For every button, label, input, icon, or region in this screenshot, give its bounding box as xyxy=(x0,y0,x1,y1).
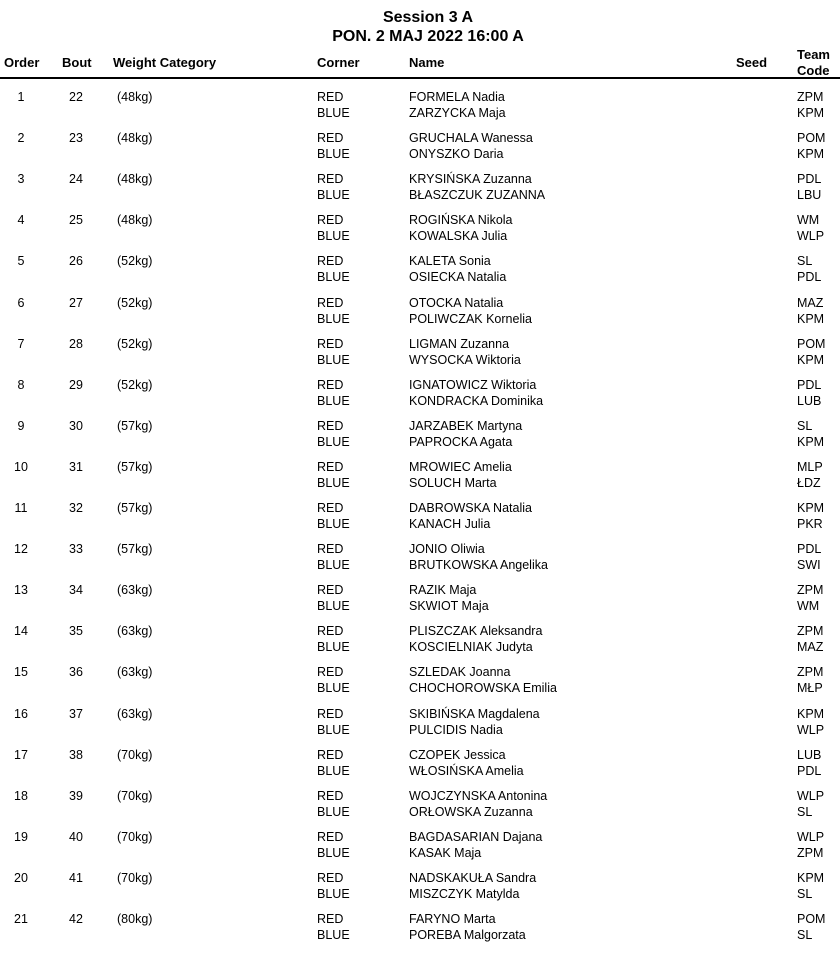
table-row xyxy=(0,788,840,829)
red-boxer-name: GRUCHALA Wanessa xyxy=(409,131,533,146)
weight-category: (57kg) xyxy=(117,501,153,515)
red-team-code: MAZ xyxy=(797,295,824,310)
table-row xyxy=(0,911,840,952)
red-corner-label: RED xyxy=(317,336,344,351)
red-corner-label: RED xyxy=(317,295,344,310)
header-seed: Seed xyxy=(736,55,768,70)
red-team-code: SL xyxy=(797,254,813,269)
session-datetime: PON. 2 MAJ 2022 16:00 A xyxy=(332,28,524,45)
blue-boxer-name: KANACH Julia xyxy=(409,517,491,531)
weight-category: (52kg) xyxy=(117,295,153,310)
bout-order: 9 xyxy=(17,418,25,433)
red-team-code: MLP xyxy=(797,459,823,474)
bout-number: 32 xyxy=(69,501,83,515)
table-row xyxy=(0,336,840,377)
red-team-code: ZPM xyxy=(797,90,824,104)
red-team-code: WM xyxy=(797,213,820,228)
weight-category: (70kg) xyxy=(117,829,153,844)
bout-number: 26 xyxy=(69,254,83,269)
bout-order: 20 xyxy=(14,870,28,885)
bout-number: 38 xyxy=(69,747,83,762)
weight-category: (80kg) xyxy=(117,912,153,926)
bout-order: 12 xyxy=(14,542,28,557)
red-corner-label: RED xyxy=(317,542,344,557)
weight-category: (57kg) xyxy=(117,459,153,474)
table-row xyxy=(0,623,840,664)
blue-corner-label: BLUE xyxy=(317,229,350,244)
blue-boxer-name: ONYSZKO Daria xyxy=(409,147,504,162)
red-corner-label: RED xyxy=(317,706,344,721)
red-boxer-name: DABROWSKA Natalia xyxy=(409,501,532,515)
blue-corner-label: BLUE xyxy=(317,517,350,531)
red-boxer-name: MROWIEC Amelia xyxy=(409,459,512,474)
blue-boxer-name: KOSCIELNIAK Judyta xyxy=(409,640,533,655)
blue-team-code: ZPM xyxy=(797,845,824,860)
red-boxer-name: JARZABEK Martyna xyxy=(409,418,523,433)
bout-number: 25 xyxy=(69,213,83,228)
table-row xyxy=(0,212,840,253)
bout-order: 6 xyxy=(17,295,25,310)
weight-category: (70kg) xyxy=(117,870,153,885)
table-row xyxy=(0,130,840,171)
table-row xyxy=(0,870,840,911)
blue-team-code: SWI xyxy=(797,558,821,573)
red-corner-label: RED xyxy=(317,90,344,104)
bout-number: 33 xyxy=(69,542,83,557)
red-team-code: WLP xyxy=(797,829,825,844)
blue-team-code: KPM xyxy=(797,352,825,367)
table-row xyxy=(0,459,840,500)
table-row xyxy=(0,295,840,336)
blue-team-code: SL xyxy=(797,886,813,901)
bout-number: 24 xyxy=(69,172,83,187)
red-team-code: PDL xyxy=(797,172,822,187)
red-team-code: ZPM xyxy=(797,665,824,680)
header-name: Name xyxy=(409,55,445,70)
red-boxer-name: RAZIK Maja xyxy=(409,583,477,598)
red-corner-label: RED xyxy=(317,912,344,926)
bout-order: 7 xyxy=(17,336,25,351)
blue-corner-label: BLUE xyxy=(317,886,350,901)
header-order: Order xyxy=(4,55,40,70)
red-corner-label: RED xyxy=(317,131,344,146)
bout-number: 40 xyxy=(69,829,83,844)
blue-corner-label: BLUE xyxy=(317,681,350,696)
blue-team-code: WLP xyxy=(797,229,825,244)
weight-category: (70kg) xyxy=(117,747,153,762)
blue-team-code: WLP xyxy=(797,722,825,737)
blue-boxer-name: PULCIDIS Nadia xyxy=(409,722,503,737)
red-corner-label: RED xyxy=(317,459,344,474)
red-corner-label: RED xyxy=(317,788,344,803)
bout-order: 13 xyxy=(14,583,28,598)
weight-category: (48kg) xyxy=(117,172,153,187)
blue-boxer-name: POREBA Malgorzata xyxy=(409,928,526,942)
table-row xyxy=(0,541,840,582)
blue-team-code: LUB xyxy=(797,393,822,408)
blue-team-code: MŁP xyxy=(797,681,823,696)
bout-number: 23 xyxy=(69,131,83,146)
red-boxer-name: IGNATOWICZ Wiktoria xyxy=(409,377,537,392)
weight-category: (63kg) xyxy=(117,665,153,680)
table-row xyxy=(0,582,840,623)
blue-boxer-name: KONDRACKA Dominika xyxy=(409,393,544,408)
bout-order: 21 xyxy=(14,912,28,926)
bout-number: 31 xyxy=(69,459,83,474)
bout-order: 17 xyxy=(14,747,28,762)
bout-order: 10 xyxy=(14,459,28,474)
bout-number: 27 xyxy=(69,295,83,310)
bout-number: 30 xyxy=(69,418,83,433)
red-boxer-name: KALETA Sonia xyxy=(409,254,491,269)
weight-category: (52kg) xyxy=(117,377,153,392)
blue-corner-label: BLUE xyxy=(317,722,350,737)
blue-team-code: WM xyxy=(797,599,820,614)
blue-boxer-name: BRUTKOWSKA Angelika xyxy=(409,558,548,573)
bout-number: 39 xyxy=(69,788,83,803)
red-boxer-name: FARYNO Marta xyxy=(409,912,496,926)
blue-team-code: KPM xyxy=(797,147,825,162)
blue-team-code: SL xyxy=(797,928,813,942)
table-row xyxy=(0,418,840,459)
bout-order: 5 xyxy=(17,254,25,269)
blue-boxer-name: SKWIOT Maja xyxy=(409,599,489,614)
table-row xyxy=(0,500,840,541)
table-row xyxy=(0,829,840,870)
red-corner-label: RED xyxy=(317,254,344,269)
weight-category: (63kg) xyxy=(117,583,153,598)
table-row xyxy=(0,377,840,418)
blue-corner-label: BLUE xyxy=(317,558,350,573)
red-team-code: ZPM xyxy=(797,583,824,598)
bout-order: 4 xyxy=(17,213,25,228)
blue-corner-label: BLUE xyxy=(317,106,350,120)
red-team-code: PDL xyxy=(797,542,822,557)
blue-corner-label: BLUE xyxy=(317,804,350,819)
blue-boxer-name: OSIECKA Natalia xyxy=(409,270,507,285)
blue-boxer-name: PAPROCKA Agata xyxy=(409,434,513,449)
bout-number: 36 xyxy=(69,665,83,680)
blue-corner-label: BLUE xyxy=(317,434,350,449)
red-boxer-name: SKIBIŃSKA Magdalena xyxy=(409,706,540,721)
table-row xyxy=(0,171,840,212)
red-corner-label: RED xyxy=(317,665,344,680)
weight-category: (63kg) xyxy=(117,706,153,721)
bout-number: 28 xyxy=(69,336,83,351)
blue-corner-label: BLUE xyxy=(317,599,350,614)
red-corner-label: RED xyxy=(317,829,344,844)
red-corner-label: RED xyxy=(317,747,344,762)
blue-boxer-name: MISZCZYK Matylda xyxy=(409,886,520,901)
bout-number: 41 xyxy=(69,870,83,885)
blue-corner-label: BLUE xyxy=(317,352,350,367)
weight-category: (52kg) xyxy=(117,336,153,351)
session-title: Session 3 A xyxy=(382,9,474,26)
blue-corner-label: BLUE xyxy=(317,640,350,655)
red-boxer-name: JONIO Oliwia xyxy=(409,542,485,557)
header-team-code-line2: Code xyxy=(797,63,830,78)
red-boxer-name: BAGDASARIAN Dajana xyxy=(409,829,543,844)
red-corner-label: RED xyxy=(317,172,344,187)
red-corner-label: RED xyxy=(317,213,344,228)
bout-number: 35 xyxy=(69,624,83,639)
weight-category: (57kg) xyxy=(117,418,153,433)
header-corner: Corner xyxy=(317,55,360,70)
weight-category: (57kg) xyxy=(117,542,153,557)
red-boxer-name: NADSKAKUŁA Sandra xyxy=(409,870,537,885)
header-bout: Bout xyxy=(62,55,92,70)
red-team-code: WLP xyxy=(797,788,825,803)
red-team-code: KPM xyxy=(797,706,825,721)
red-team-code: POM xyxy=(797,131,826,146)
bout-number: 29 xyxy=(69,377,83,392)
red-team-code: ZPM xyxy=(797,624,824,639)
red-corner-label: RED xyxy=(317,377,344,392)
blue-corner-label: BLUE xyxy=(317,188,350,203)
blue-boxer-name: KASAK Maja xyxy=(409,845,482,860)
weight-category: (52kg) xyxy=(117,254,153,269)
red-boxer-name: OTOCKA Natalia xyxy=(409,295,504,310)
weight-category: (63kg) xyxy=(117,624,153,639)
blue-team-code: PDL xyxy=(797,270,822,285)
table-row xyxy=(0,664,840,705)
table-row xyxy=(0,89,840,130)
bout-order: 11 xyxy=(14,501,28,515)
bout-order: 15 xyxy=(14,665,28,680)
bout-order: 19 xyxy=(14,829,28,844)
red-corner-label: RED xyxy=(317,501,344,515)
bout-order: 14 xyxy=(14,624,28,639)
blue-team-code: PKR xyxy=(797,517,823,531)
bout-order: 8 xyxy=(17,377,25,392)
blue-boxer-name: CHOCHOROWSKA Emilia xyxy=(409,681,557,696)
blue-corner-label: BLUE xyxy=(317,763,350,778)
bout-order: 16 xyxy=(14,706,28,721)
blue-team-code: ŁDZ xyxy=(797,475,821,490)
red-boxer-name: CZOPEK Jessica xyxy=(409,747,506,762)
blue-corner-label: BLUE xyxy=(317,928,350,942)
header-weight-category: Weight Category xyxy=(113,55,217,70)
red-boxer-name: PLISZCZAK Aleksandra xyxy=(409,624,543,639)
table-row xyxy=(0,253,840,294)
blue-boxer-name: WŁOSIŃSKA Amelia xyxy=(409,763,524,778)
table-row xyxy=(0,706,840,747)
bout-order: 18 xyxy=(14,788,28,803)
blue-team-code: KPM xyxy=(797,311,825,326)
red-boxer-name: ROGIŃSKA Nikola xyxy=(409,213,513,228)
bout-number: 42 xyxy=(69,912,83,926)
blue-team-code: MAZ xyxy=(797,640,824,655)
red-corner-label: RED xyxy=(317,583,344,598)
header-team-code-line1: Team xyxy=(797,47,830,62)
bout-order: 3 xyxy=(17,172,25,187)
weight-category: (48kg) xyxy=(117,131,153,146)
red-corner-label: RED xyxy=(317,418,344,433)
blue-corner-label: BLUE xyxy=(317,845,350,860)
blue-corner-label: BLUE xyxy=(317,147,350,162)
blue-team-code: SL xyxy=(797,804,813,819)
blue-corner-label: BLUE xyxy=(317,311,350,326)
red-team-code: KPM xyxy=(797,870,825,885)
red-team-code: POM xyxy=(797,336,826,351)
blue-corner-label: BLUE xyxy=(317,475,350,490)
blue-boxer-name: ORŁOWSKA Zuzanna xyxy=(409,804,533,819)
red-team-code: LUB xyxy=(797,747,822,762)
header-divider xyxy=(0,77,840,79)
blue-boxer-name: WYSOCKA Wiktoria xyxy=(409,352,521,367)
weight-category: (70kg) xyxy=(117,788,153,803)
bout-number: 22 xyxy=(69,90,83,104)
table-row xyxy=(0,747,840,788)
red-team-code: PDL xyxy=(797,377,822,392)
blue-boxer-name: POLIWCZAK Kornelia xyxy=(409,311,532,326)
blue-boxer-name: ZARZYCKA Maja xyxy=(409,106,506,120)
blue-team-code: KPM xyxy=(797,106,825,120)
red-boxer-name: KRYSIŃSKA Zuzanna xyxy=(409,172,532,187)
red-team-code: SL xyxy=(797,418,813,433)
bout-number: 37 xyxy=(69,706,83,721)
bout-order: 2 xyxy=(17,131,25,146)
blue-boxer-name: BŁASZCZUK ZUZANNA xyxy=(409,188,546,203)
red-boxer-name: SZLEDAK Joanna xyxy=(409,665,511,680)
blue-team-code: LBU xyxy=(797,188,822,203)
bout-order: 1 xyxy=(17,90,25,104)
blue-corner-label: BLUE xyxy=(317,393,350,408)
red-corner-label: RED xyxy=(317,624,344,639)
blue-corner-label: BLUE xyxy=(317,270,350,285)
weight-category: (48kg) xyxy=(117,213,153,228)
red-boxer-name: LIGMAN Zuzanna xyxy=(409,336,510,351)
red-corner-label: RED xyxy=(317,870,344,885)
red-team-code: POM xyxy=(797,912,826,926)
blue-boxer-name: KOWALSKA Julia xyxy=(409,229,508,244)
blue-team-code: KPM xyxy=(797,434,825,449)
red-team-code: KPM xyxy=(797,501,825,515)
red-boxer-name: WOJCZYNSKA Antonina xyxy=(409,788,548,803)
weight-category: (48kg) xyxy=(117,90,153,104)
blue-team-code: PDL xyxy=(797,763,822,778)
blue-boxer-name: SOLUCH Marta xyxy=(409,475,497,490)
bout-number: 34 xyxy=(69,583,83,598)
red-boxer-name: FORMELA Nadia xyxy=(409,90,505,104)
